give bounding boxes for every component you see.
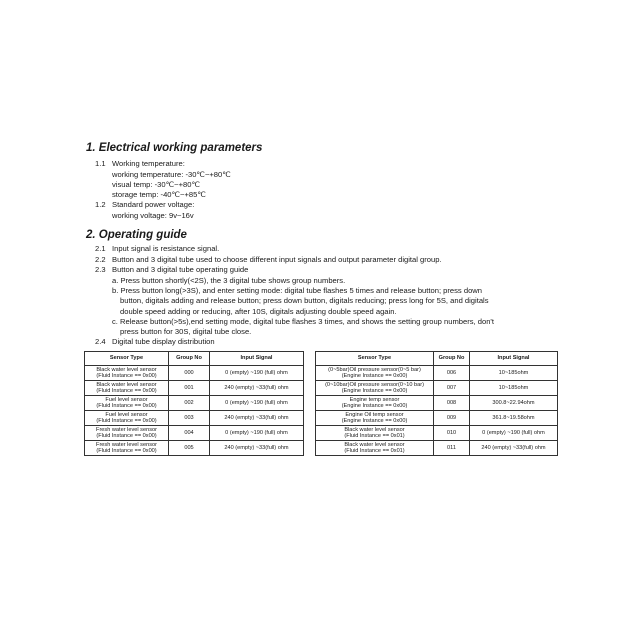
item-2-3-a: a. Press button shortly(<2S), the 3 digital tube shows group numbers.	[112, 276, 346, 285]
signal-cell: 0 (empty) ~190 (full) ohm	[470, 426, 558, 441]
sensor-instance: (Fluid Instance == 0x00)	[96, 373, 157, 379]
sensor-name: Fuel level sensor	[105, 411, 148, 418]
signal-cell: 240 (empty) ~33(full) ohm	[210, 381, 304, 396]
item-text: Digital tube display distribution	[112, 337, 215, 346]
table-row	[85, 366, 304, 381]
item-2-1	[95, 244, 219, 253]
item-2-3-c-line: c. Release button(>5s),end setting mode, digital tube flashes 3 times, and shows the setting group numbers, don't	[112, 317, 494, 326]
signal-cell: 0 (empty) ~190 (full) ohm	[210, 426, 304, 441]
signal-cell: 10~185ohm	[470, 381, 558, 396]
sensor-cell	[316, 396, 434, 411]
sensor-name: Black water level sensor	[344, 441, 405, 448]
item-2-3	[95, 265, 248, 274]
sensor-instance: (Fluid Instance == 0x01)	[344, 433, 405, 439]
table-row	[85, 411, 304, 426]
header-sensor-type: Sensor Type	[316, 352, 434, 366]
group-cell: 006	[434, 366, 470, 381]
signal-cell: 240 (empty) ~33(full) ohm	[210, 411, 304, 426]
group-cell: 011	[434, 441, 470, 456]
sensor-name: Fresh water level sensor	[96, 426, 157, 433]
sensor-cell	[85, 366, 169, 381]
sensor-cell	[85, 441, 169, 456]
item-1-2-line: working voltage: 9v~16v	[112, 211, 194, 220]
group-cell: 003	[169, 411, 210, 426]
group-cell: 004	[169, 426, 210, 441]
table-row	[316, 396, 558, 411]
item-1-2	[95, 200, 194, 209]
item-2-3-b-line: b. Press button long(>3S), and enter setting mode: digital tube flashes 5 times and release button; press down	[112, 286, 482, 295]
item-number: 2.2	[95, 255, 106, 264]
sensor-table-right	[315, 351, 558, 456]
section-2-title: 2. Operating guide	[86, 229, 187, 241]
sensor-instance: (Engine Instance == 0x00)	[341, 373, 408, 379]
sensor-cell	[316, 411, 434, 426]
sensor-instance: (Fluid Instance == 0x00)	[96, 418, 157, 424]
table-row	[316, 441, 558, 456]
sensor-cell	[85, 426, 169, 441]
sensor-name: Fresh water level sensor	[96, 441, 157, 448]
sensor-cell	[316, 426, 434, 441]
table-row	[316, 366, 558, 381]
sensor-cell	[316, 366, 434, 381]
sensor-name: Engine Oil temp sensor	[345, 411, 404, 418]
table-row	[316, 411, 558, 426]
signal-cell: 240 (empty) ~33(full) ohm	[470, 441, 558, 456]
sensor-name: Black water level sensor	[96, 381, 157, 388]
sensor-name: Black water level sensor	[344, 426, 405, 433]
sensor-instance: (Fluid Instance == 0x00)	[96, 403, 157, 409]
item-1-1-line: visual temp: -30℃~+80℃	[112, 180, 200, 189]
signal-cell: 300.8~22.94ohm	[470, 396, 558, 411]
item-2-3-b-line: button, digitals adding and release button; press down button, digitals reducing; press long for 5S, and digitals	[120, 296, 489, 305]
group-cell: 009	[434, 411, 470, 426]
table-row	[85, 381, 304, 396]
item-text: Working temperature:	[112, 159, 185, 168]
sensor-instance: (Fluid Instance == 0x00)	[96, 388, 157, 394]
item-1-1-line: storage temp: -40℃~+85℃	[112, 190, 206, 199]
sensor-instance: (Engine Instance == 0x00)	[341, 403, 408, 409]
group-cell: 008	[434, 396, 470, 411]
sensor-cell	[316, 441, 434, 456]
sensor-name: Black water level sensor	[96, 366, 157, 373]
signal-cell: 0 (empty) ~190 (full) ohm	[210, 366, 304, 381]
table-row	[316, 381, 558, 396]
item-text: Input signal is resistance signal.	[112, 244, 220, 253]
table-row	[85, 396, 304, 411]
item-number: 1.2	[95, 200, 106, 209]
header-group-no: Group No	[434, 352, 470, 366]
item-2-2	[95, 255, 442, 264]
item-text: Button and 3 digital tube used to choose different input signals and output parameter digital group.	[112, 255, 442, 264]
sensor-name: Engine temp sensor	[349, 396, 400, 403]
section-1-title: 1. Electrical working parameters	[86, 142, 263, 154]
sensor-instance: (Engine Instance == 0x00)	[341, 388, 408, 394]
table-header-row	[316, 352, 558, 366]
header-group-no: Group No	[169, 352, 210, 366]
table-row	[85, 441, 304, 456]
signal-cell: 361.8~19.58ohm	[470, 411, 558, 426]
group-cell: 010	[434, 426, 470, 441]
item-number: 2.4	[95, 337, 106, 346]
sensor-instance: (Fluid Instance == 0x00)	[96, 448, 157, 454]
header-input-signal: Input Signal	[470, 352, 558, 366]
sensor-cell	[316, 381, 434, 396]
sensor-cell	[85, 381, 169, 396]
group-cell: 007	[434, 381, 470, 396]
item-1-1-line: working temperature: -30℃~+80℃	[112, 170, 231, 179]
item-number: 1.1	[95, 159, 106, 168]
signal-cell: 240 (empty) ~33(full) ohm	[210, 441, 304, 456]
item-2-3-b-line: double speed adding or reducing, after 10S, digitals adjusting double speed again.	[120, 307, 397, 316]
signal-cell: 0 (empty) ~190 (full) ohm	[210, 396, 304, 411]
header-sensor-type: Sensor Type	[85, 352, 169, 366]
table-row	[85, 426, 304, 441]
item-2-3-c-line: press button for 30S, digital tube close.	[120, 327, 252, 336]
group-cell: 000	[169, 366, 210, 381]
group-cell: 001	[169, 381, 210, 396]
item-number: 2.1	[95, 244, 106, 253]
sensor-instance: (Fluid Instance == 0x01)	[344, 448, 405, 454]
group-cell: 005	[169, 441, 210, 456]
sensor-cell	[85, 411, 169, 426]
item-number: 2.3	[95, 265, 106, 274]
header-input-signal: Input Signal	[210, 352, 304, 366]
item-text: Standard power voltage:	[112, 200, 195, 209]
signal-cell: 10~185ohm	[470, 366, 558, 381]
group-cell: 002	[169, 396, 210, 411]
sensor-name: (0~10bar)Oil pressure sensor(0~10 bar)	[325, 381, 424, 388]
sensor-instance: (Fluid Instance == 0x00)	[96, 433, 157, 439]
sensor-cell	[85, 396, 169, 411]
item-text: Button and 3 digital tube operating guide	[112, 265, 249, 274]
sensor-name: Fuel level sensor	[105, 396, 148, 403]
table-header-row	[85, 352, 304, 366]
sensor-instance: (Engine Instance == 0x00)	[341, 418, 408, 424]
item-1-1	[95, 159, 185, 168]
sensor-table-left	[84, 351, 304, 456]
table-row	[316, 426, 558, 441]
item-2-4	[95, 337, 215, 346]
sensor-name: (0~5bar)Oil pressure sensor(0~5 bar)	[328, 366, 421, 373]
